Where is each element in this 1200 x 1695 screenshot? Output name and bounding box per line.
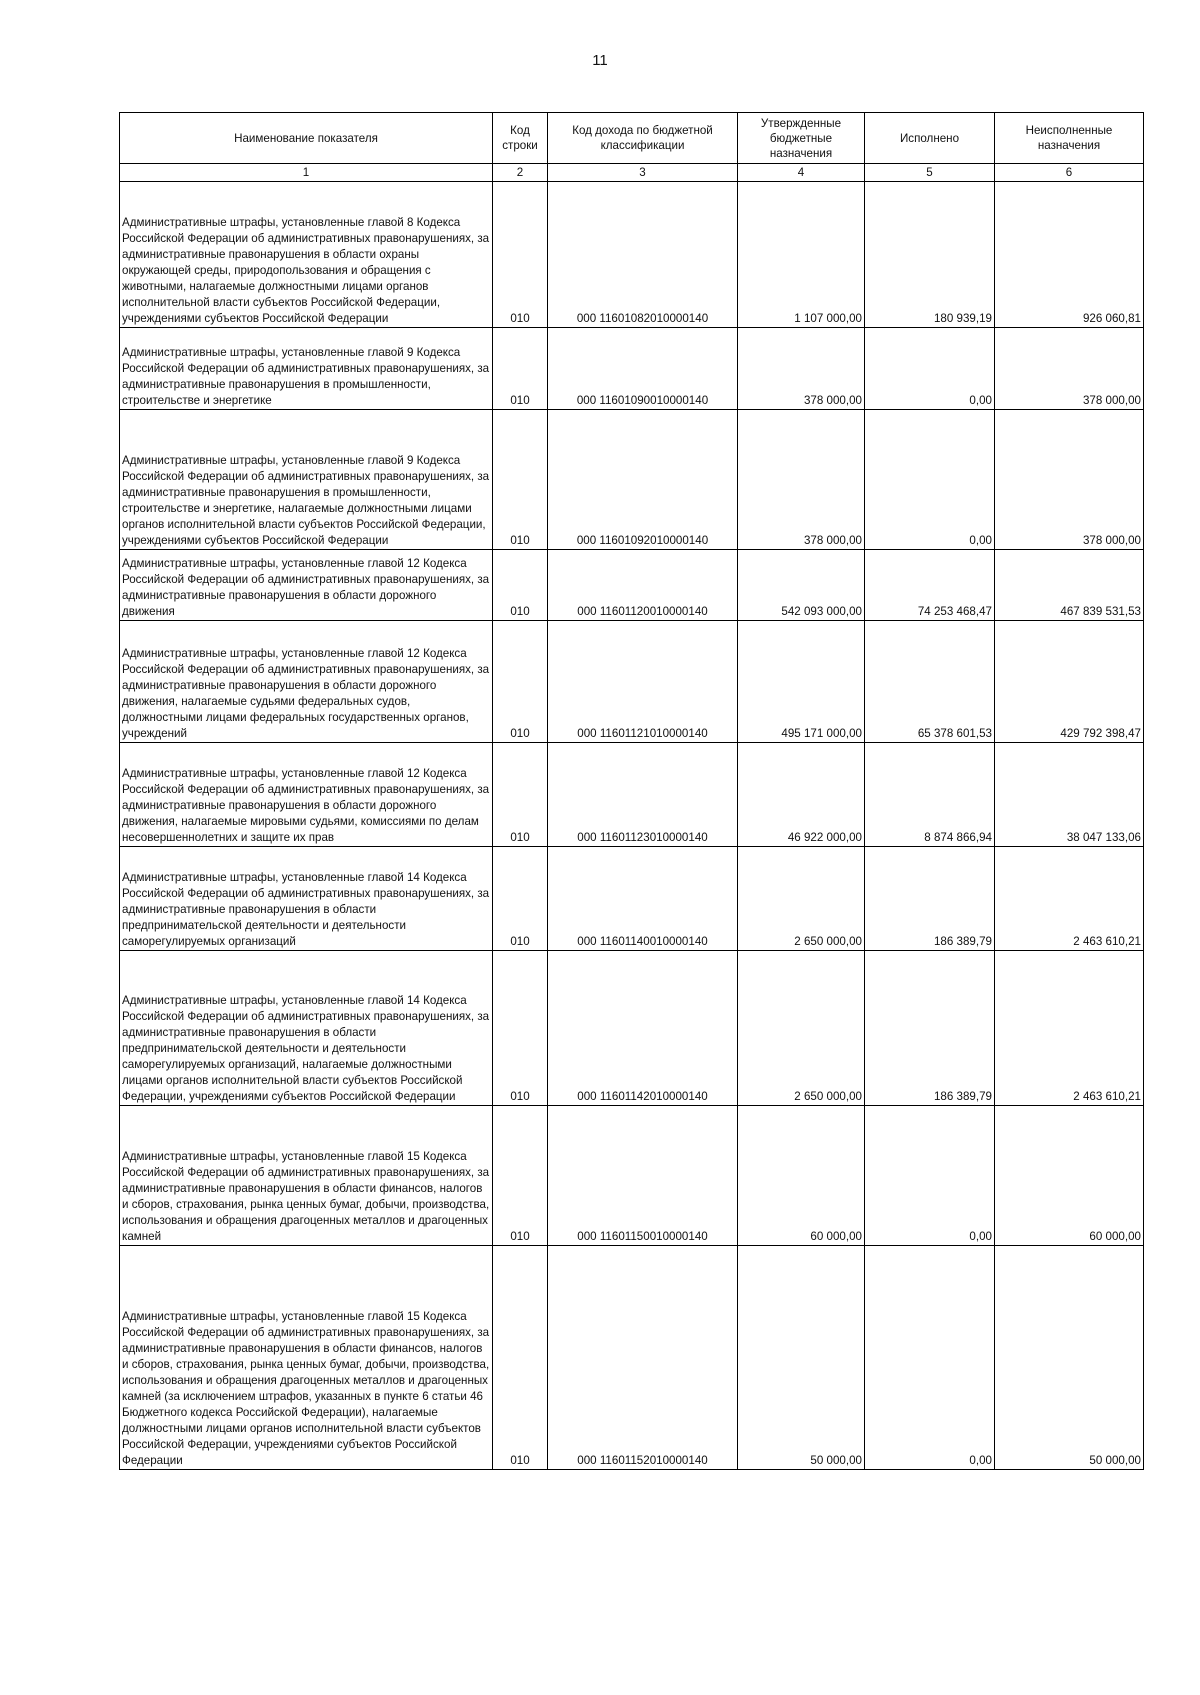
approved-amount: 2 650 000,00 xyxy=(738,847,865,951)
approved-amount: 50 000,00 xyxy=(738,1246,865,1470)
line-code: 010 xyxy=(493,182,548,328)
income-code: 000 11601150010000140 xyxy=(548,1106,738,1246)
line-code: 010 xyxy=(493,550,548,621)
column-number-row xyxy=(120,164,1144,182)
table-row xyxy=(120,847,1144,951)
table-row xyxy=(120,621,1144,743)
table-row xyxy=(120,410,1144,550)
approved-amount: 542 093 000,00 xyxy=(738,550,865,621)
approved-amount: 60 000,00 xyxy=(738,1106,865,1246)
indicator-name: Административные штрафы, установленные главой 14 Кодекса Российской Федерации об административных правонарушениях, за административные правонарушения в области предпринимательской деятельности и деятельности саморегулируемых организаций xyxy=(120,847,493,951)
income-code: 000 11601152010000140 xyxy=(548,1246,738,1470)
header-approved: Утвержденные бюджетные назначения xyxy=(738,113,865,164)
header-executed: Исполнено xyxy=(865,113,995,164)
column-number: 4 xyxy=(738,164,865,182)
line-code: 010 xyxy=(493,951,548,1106)
indicator-name: Административные штрафы, установленные главой 12 Кодекса Российской Федерации об административных правонарушениях, за административные правонарушения в области дорожного движения xyxy=(120,550,493,621)
unexecuted-amount: 60 000,00 xyxy=(995,1106,1144,1246)
line-code: 010 xyxy=(493,847,548,951)
table-row xyxy=(120,951,1144,1106)
page-number: 11 xyxy=(592,52,608,69)
table-row xyxy=(120,328,1144,410)
column-number: 1 xyxy=(120,164,493,182)
table-row xyxy=(120,743,1144,847)
header-indicator-name: Наименование показателя xyxy=(120,113,493,164)
line-code: 010 xyxy=(493,1106,548,1246)
unexecuted-amount: 378 000,00 xyxy=(995,410,1144,550)
executed-amount: 0,00 xyxy=(865,1106,995,1246)
indicator-name: Административные штрафы, установленные главой 12 Кодекса Российской Федерации об административных правонарушениях, за административные правонарушения в области дорожного движения, налагаемые судьями федеральных судов, должностными лицами федеральных государственных органов, учреждений xyxy=(120,621,493,743)
unexecuted-amount: 467 839 531,53 xyxy=(995,550,1144,621)
indicator-name: Административные штрафы, установленные главой 9 Кодекса Российской Федерации об административных правонарушениях, за административные правонарушения в промышленности, строительстве и энергетике xyxy=(120,328,493,410)
header-unexecuted: Неисполненные назначения xyxy=(995,113,1144,164)
executed-amount: 0,00 xyxy=(865,328,995,410)
unexecuted-amount: 50 000,00 xyxy=(995,1246,1144,1470)
approved-amount: 378 000,00 xyxy=(738,410,865,550)
line-code: 010 xyxy=(493,743,548,847)
approved-amount: 2 650 000,00 xyxy=(738,951,865,1106)
executed-amount: 0,00 xyxy=(865,1246,995,1470)
indicator-name: Административные штрафы, установленные главой 12 Кодекса Российской Федерации об административных правонарушениях, за административные правонарушения в области дорожного движения, налагаемые мировыми судьями, комиссиями по делам несовершеннолетних и защите их прав xyxy=(120,743,493,847)
line-code: 010 xyxy=(493,410,548,550)
table-row xyxy=(120,1246,1144,1470)
column-number: 3 xyxy=(548,164,738,182)
indicator-name: Административные штрафы, установленные главой 9 Кодекса Российской Федерации об административных правонарушениях, за административные правонарушения в промышленности, строительстве и энергетике, налагаемые должностными лицами органов исполнительной власти субъектов Российской Федерации, учреждениями субъектов Российской Федерации xyxy=(120,410,493,550)
executed-amount: 186 389,79 xyxy=(865,847,995,951)
unexecuted-amount: 378 000,00 xyxy=(995,328,1144,410)
table-row xyxy=(120,550,1144,621)
income-code: 000 11601082010000140 xyxy=(548,182,738,328)
indicator-name: Административные штрафы, установленные главой 15 Кодекса Российской Федерации об административных правонарушениях, за административные правонарушения в области финансов, налогов и сборов, страхования, рынка ценных бумаг, добычи, производства, использования и обращения драгоценных металлов и драгоценных камней (за исключением штрафов, указанных в пункте 6 статьи 46 Бюджетного кодекса Российской Федерации), налагаемые должностными лицами органов исполнительной власти субъектов Российской Федерации, учреждениями субъектов Российской Федерации xyxy=(120,1246,493,1470)
income-code: 000 11601123010000140 xyxy=(548,743,738,847)
executed-amount: 8 874 866,94 xyxy=(865,743,995,847)
executed-amount: 186 389,79 xyxy=(865,951,995,1106)
income-code: 000 11601092010000140 xyxy=(548,410,738,550)
income-code: 000 11601142010000140 xyxy=(548,951,738,1106)
line-code: 010 xyxy=(493,621,548,743)
income-code: 000 11601121010000140 xyxy=(548,621,738,743)
header-income-code: Код дохода по бюджетной классификации xyxy=(548,113,738,164)
approved-amount: 1 107 000,00 xyxy=(738,182,865,328)
column-number: 2 xyxy=(493,164,548,182)
unexecuted-amount: 2 463 610,21 xyxy=(995,951,1144,1106)
unexecuted-amount: 429 792 398,47 xyxy=(995,621,1144,743)
indicator-name: Административные штрафы, установленные главой 14 Кодекса Российской Федерации об административных правонарушениях, за административные правонарушения в области предпринимательской деятельности и деятельности саморегулируемых организаций, налагаемые должностными лицами органов исполнительной власти субъектов Российской Федерации, учреждениями субъектов Российской Федерации xyxy=(120,951,493,1106)
line-code: 010 xyxy=(493,1246,548,1470)
executed-amount: 180 939,19 xyxy=(865,182,995,328)
approved-amount: 46 922 000,00 xyxy=(738,743,865,847)
unexecuted-amount: 2 463 610,21 xyxy=(995,847,1144,951)
unexecuted-amount: 926 060,81 xyxy=(995,182,1144,328)
income-code: 000 11601120010000140 xyxy=(548,550,738,621)
line-code: 010 xyxy=(493,328,548,410)
indicator-name: Административные штрафы, установленные главой 8 Кодекса Российской Федерации об административных правонарушениях, за административные правонарушения в области охраны окружающей среды, природопользования и обращения с животными, налагаемые должностными лицами органов исполнительной власти субъектов Российской Федерации, учреждениями субъектов Российской Федерации xyxy=(120,182,493,328)
table-row xyxy=(120,1106,1144,1246)
income-code: 000 11601140010000140 xyxy=(548,847,738,951)
column-number: 6 xyxy=(995,164,1144,182)
column-number: 5 xyxy=(865,164,995,182)
table-row xyxy=(120,182,1144,328)
table-header-row xyxy=(120,113,1144,164)
executed-amount: 0,00 xyxy=(865,410,995,550)
budget-execution-table xyxy=(119,112,1144,1470)
income-code: 000 11601090010000140 xyxy=(548,328,738,410)
indicator-name: Административные штрафы, установленные главой 15 Кодекса Российской Федерации об административных правонарушениях, за административные правонарушения в области финансов, налогов и сборов, страхования, рынка ценных бумаг, добычи, производства, использования и обращения драгоценных металлов и драгоценных камней xyxy=(120,1106,493,1246)
approved-amount: 378 000,00 xyxy=(738,328,865,410)
executed-amount: 65 378 601,53 xyxy=(865,621,995,743)
approved-amount: 495 171 000,00 xyxy=(738,621,865,743)
executed-amount: 74 253 468,47 xyxy=(865,550,995,621)
header-line-code: Код строки xyxy=(493,113,548,164)
unexecuted-amount: 38 047 133,06 xyxy=(995,743,1144,847)
